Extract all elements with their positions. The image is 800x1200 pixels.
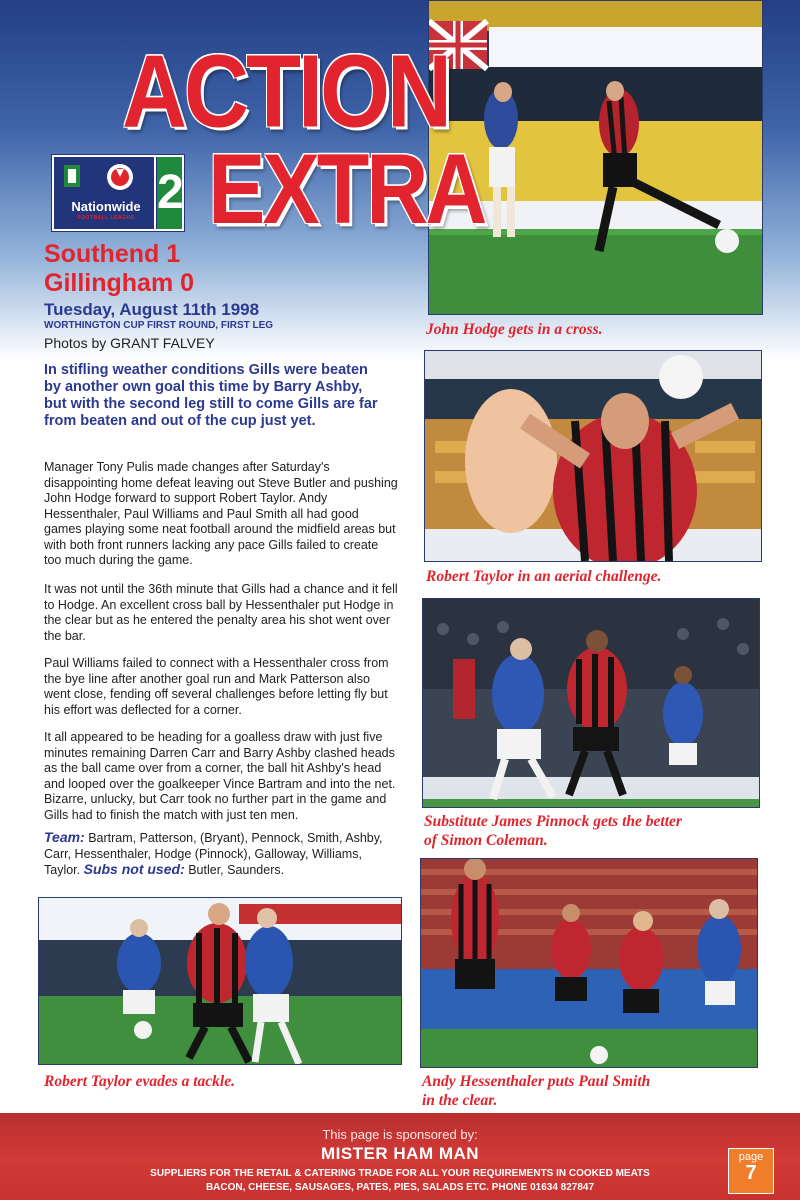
logo-divider [154,157,156,229]
photo-credit: Photos by GRANT FALVEY [44,335,215,351]
sponsor-line-1: SUPPLIERS FOR THE RETAIL & CATERING TRADE FOR ALL YOUR REQUIREMENTS IN COOKED MEATS [150,1168,650,1179]
match-date: Tuesday, August 11th 1998 [44,300,260,319]
photo-pinnock [422,598,760,808]
article-paragraph-3: Paul Williams failed to connect with a Hessenthaler cross from the bye line after another goal run and Mark Patterson also went close, fending off several challenges before letting fly but his effort was deflected for a corner. [44,656,389,717]
away-score: Gillingham 0 [44,269,195,297]
team-list: Bartram, Patterson, (Bryant), Pennock, Smith, Ashby, Carr, Hessenthaler, Hodge (Pinnock), Galloway, Williams, Taylor. [44,831,383,877]
caption-photo3 [424,812,682,850]
logo-subtext: FOOTBALL LEAGUE [77,215,135,221]
article-paragraph-1: Manager Tony Pulis made changes after Saturday's disappointing home defeat leaving out Steve Butler and pushing John Hodge forward to support Robert Taylor. Andy Hessenthaler, Paul Williams and Paul Smith all had good games playing some neat football around the midfield areas but with both front runners lacking any pace Gills failed to create too much during the game. [44,460,398,567]
photo-hessenthaler [420,858,758,1068]
caption-photo5 [422,1072,650,1110]
sponsor-name: MISTER HAM MAN [320,1144,480,1163]
caption-photo5-line1: Andy Hessenthaler puts Paul Smith [422,1073,651,1090]
title-action: ACTION [122,34,449,150]
team-lineup [44,830,399,879]
sponsor-line-2: BACON, CHEESE, SAUSAGES, PATES, PIES, SALADS ETC. PHONE 01634 827847 [205,1182,595,1193]
article-paragraph-4: It all appeared to be heading for a goalless draw with just five minutes remaining Darren Carr and Barry Ashby clashed heads as the ball came over from a corner, the ball hit Ashby's head and looped over the goalkeeper Vince Bartram and into the net. Bizarre, unlucky, but Carr took no further part in the game and Gills had to finish the match with just ten men. [44,730,396,822]
division-number: 2 [157,157,182,229]
nationwide-crest-icon [54,157,154,199]
page-number: 7 [745,1162,757,1184]
article-intro: In stifling weather conditions Gills were beaten by another own goal this time by Barry Ashby, but with the second leg still to come Gills are far from beaten and out of the cup just yet. [44,362,378,429]
photo-taylor-tackle [38,897,402,1065]
caption-photo1: John Hodge gets in a cross. [426,321,603,338]
team-label: Team: [44,829,85,845]
caption-photo3-line2: of Simon Coleman. [424,832,548,849]
sponsored-by-text: This page is sponsored by: [322,1127,478,1142]
caption-photo2: Robert Taylor in an aerial challenge. [426,568,662,585]
subs-label: Subs not used: [83,861,185,877]
caption-photo4: Robert Taylor evades a tackle. [44,1073,235,1090]
nationwide-logo [52,155,184,231]
article-paragraph-2: It was not until the 36th minute that Gills had a chance and it fell to Hodge. An excellent cross ball by Hessenthaler put Hodge in the clear but as he entered the penalty area his shot went over the bar. [44,582,398,643]
home-score: Southend 1 [44,240,181,268]
title-extra: EXTRA [208,134,485,245]
page-label: page [738,1151,764,1163]
caption-photo5-line2: in the clear. [422,1092,498,1109]
photo-taylor-aerial [424,350,762,562]
logo-word: Nationwide [71,199,141,214]
page-number-box [728,1148,774,1194]
subs-list: Butler, Saunders. [184,863,285,877]
caption-photo3-line1: Substitute James Pinnock gets the better [424,813,682,830]
competition: WORTHINGTON CUP FIRST ROUND, FIRST LEG [44,320,274,331]
